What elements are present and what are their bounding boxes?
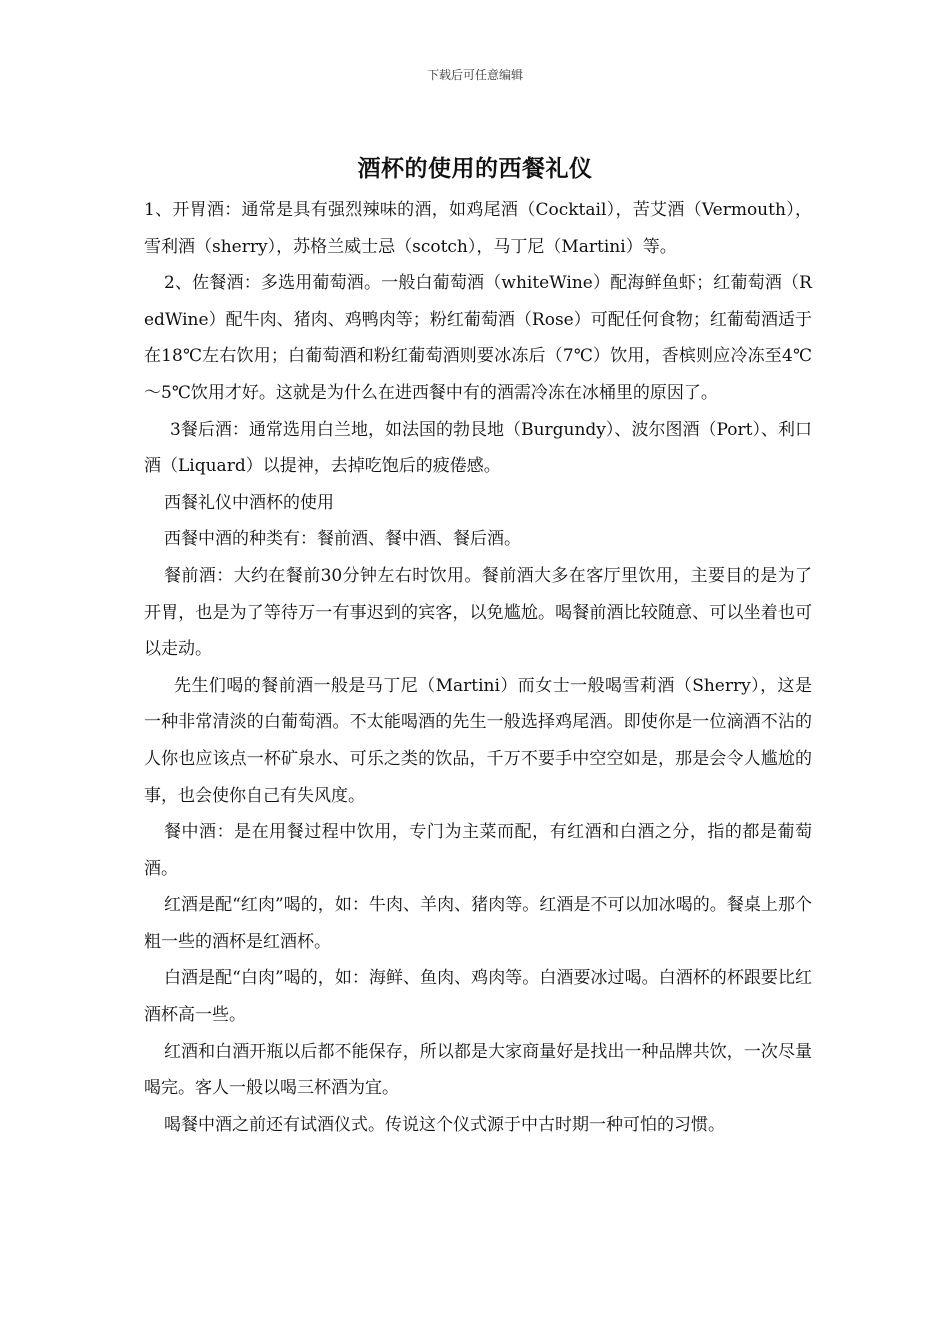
paragraph-gentlemen-ladies: 先生们喝的餐前酒一般是马丁尼（Martini）而女士一般喝雪莉酒（Sherry），这是一种非常清淡的白葡萄酒。不太能喝酒的先生一般选择鸡尾酒。即使你是一位滴酒不沾的人你也应该点一杯矿泉水、可乐之类的饮品，千万不要手中空空如是，那是会令人尴尬的事，也会使你自己有失风度。 — [144, 675, 812, 806]
document-body — [144, 192, 812, 1143]
paragraph-opened-bottles: 红酒和白酒开瓶以后都不能保存，所以都是大家商量好是找出一种品牌共饮，一次尽量喝完。客人一般以喝三杯酒为宜。 — [144, 1041, 812, 1099]
paragraph-digestif: 3餐后酒：通常选用白兰地，如法国的勃艮地（Burgundy）、波尔图酒（Port）、利口酒（Liquard）以提神，去掉吃饱后的疲倦感。 — [144, 419, 812, 477]
paragraph-red-wine: 红酒是配“红肉”喝的，如：牛肉、羊肉、猪肉等。红酒是不可以加冰喝的。餐桌上那个粗一些的酒杯是红酒杯。 — [144, 895, 812, 952]
paragraph-white-wine: 白酒是配“白肉”喝的，如：海鲜、鱼肉、鸡肉等。白酒要冰过喝。白酒杯的杯跟要比红酒杯高一些。 — [144, 968, 812, 1026]
paragraph-table-wine: 2、佐餐酒：多选用葡萄酒。一般白葡萄酒（whiteWine）配海鲜鱼虾；红葡萄酒（RedWine）配牛肉、猪肉、鸡鸭肉等；粉红葡萄酒（Rose）可配任何食物；红葡萄酒适于在18℃左右饮用；白葡萄酒和粉红葡萄酒则要冰冻后（7℃）饮用，香槟则应冷冻至4℃～5℃饮用才好。这就是为什么在进西餐中有的酒需冷冻在冰桶里的原因了。 — [144, 273, 812, 403]
paragraph-meal-wine: 餐中酒：是在用餐过程中饮用，专门为主菜而配，有红酒和白酒之分，指的都是葡萄酒。 — [144, 822, 812, 879]
document-title: 酒杯的使用的西餐礼仪 — [357, 156, 593, 182]
paragraph-aperitif: 1、开胃酒：通常是具有强烈辣味的酒，如鸡尾酒（Cocktail），苦艾酒（Vermouth），雪利酒（sherry），苏格兰威士忌（scotch），马丁尼（Martini）等。 — [144, 200, 812, 257]
paragraph-tasting-ritual: 喝餐中酒之前还有试酒仪式。传说这个仪式源于中古时期一种可怕的习惯。 — [164, 1114, 725, 1135]
paragraph-pre-meal-wine: 餐前酒：大约在餐前30分钟左右时饮用。餐前酒大多在客厅里饮用，主要目的是为了开胃，也是为了等待万一有事迟到的宾客，以免尴尬。喝餐前酒比较随意、可以坐着也可以走动。 — [144, 565, 812, 660]
paragraph-section-heading: 西餐礼仪中酒杯的使用 — [164, 492, 334, 513]
page-header-note: 下载后可任意编辑 — [426, 68, 523, 82]
paragraph-wine-types: 西餐中酒的种类有：餐前酒、餐中酒、餐后酒。 — [164, 529, 521, 550]
